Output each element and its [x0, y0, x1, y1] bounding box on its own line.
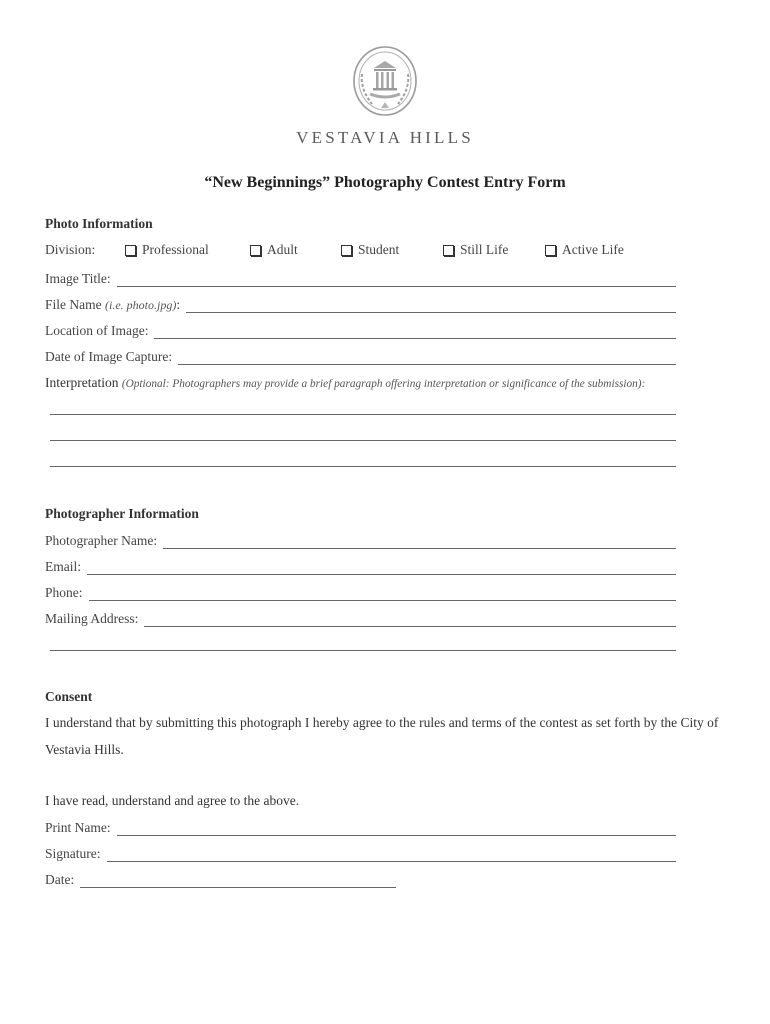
signature-input[interactable] [107, 849, 677, 862]
division-option-label: Student [358, 242, 400, 257]
date-capture-input[interactable] [178, 352, 676, 365]
agree-statement: I have read, understand and agree to the above. [45, 793, 300, 808]
file-name-hint: (i.e. photo.jpg) [105, 298, 177, 312]
date-input[interactable] [80, 875, 396, 888]
date-label: Date: [45, 872, 75, 887]
location-input[interactable] [154, 326, 676, 339]
interpretation-label-group [45, 375, 645, 391]
image-title-label: Image Title: [45, 271, 111, 286]
date-field [45, 870, 676, 888]
division-checkbox-active-life[interactable] [545, 242, 624, 258]
signature-field [45, 844, 676, 862]
interpretation-hint: (Optional: Photographers may provide a brief paragraph offering interpretation or significance of the submission): [121, 378, 646, 390]
mailing-address-line-2[interactable] [50, 650, 676, 651]
interpretation-label: Interpretation [45, 375, 119, 390]
checkbox-icon[interactable] [250, 245, 261, 256]
division-row [45, 242, 685, 260]
file-name-field [45, 295, 676, 313]
interpretation-line[interactable] [50, 414, 676, 415]
division-option-label: Active Life [562, 242, 624, 257]
file-name-label-group [45, 297, 180, 313]
checkbox-icon[interactable] [125, 245, 136, 256]
image-title-field [45, 269, 676, 287]
consent-statement: I understand that by submitting this photograph I hereby agree to the rules and terms of the contest as set forth by the City of Vestavia Hills. [45, 715, 719, 757]
location-label: Location of Image: [45, 323, 149, 338]
print-name-field [45, 818, 676, 836]
mailing-address-label: Mailing Address: [45, 611, 139, 626]
division-checkbox-still-life[interactable] [443, 242, 508, 258]
email-field [45, 557, 676, 575]
print-name-label: Print Name: [45, 820, 111, 835]
date-capture-field [45, 347, 676, 365]
photographer-name-label: Photographer Name: [45, 533, 158, 548]
file-name-input[interactable] [186, 300, 676, 313]
mailing-address-input[interactable] [144, 614, 676, 627]
division-option-label: Still Life [460, 242, 509, 257]
location-field [45, 321, 676, 339]
division-label: Division: [45, 242, 96, 257]
division-option-label: Professional [142, 242, 209, 257]
division-checkbox-professional[interactable] [125, 242, 209, 258]
interpretation-line[interactable] [50, 440, 676, 441]
phone-label: Phone: [45, 585, 83, 600]
date-capture-label: Date of Image Capture: [45, 349, 173, 364]
division-checkbox-adult[interactable] [250, 242, 298, 258]
division-checkbox-student[interactable] [341, 242, 399, 258]
page-title: “New Beginnings” Photography Contest Entry Form [204, 174, 566, 191]
phone-field [45, 583, 676, 601]
email-input[interactable] [87, 562, 676, 575]
interpretation-line[interactable] [50, 466, 676, 467]
checkbox-icon[interactable] [443, 245, 454, 256]
file-name-colon: : [176, 297, 181, 312]
brand-wordmark: VESTAVIA HILLS [296, 128, 474, 147]
signature-label: Signature: [45, 846, 101, 861]
image-title-input[interactable] [117, 274, 676, 287]
city-seal-logo [350, 44, 420, 118]
photographer-name-field [45, 531, 676, 549]
mailing-address-field [45, 609, 676, 627]
division-option-label: Adult [267, 242, 298, 257]
section-heading-photographer-information: Photographer Information [45, 506, 199, 521]
section-heading-consent: Consent [45, 689, 93, 704]
phone-input[interactable] [89, 588, 676, 601]
checkbox-icon[interactable] [545, 245, 556, 256]
section-heading-photo-information: Photo Information [45, 216, 153, 231]
photographer-name-input[interactable] [163, 536, 676, 549]
email-label: Email: [45, 559, 81, 574]
checkbox-icon[interactable] [341, 245, 352, 256]
file-name-label: File Name [45, 297, 102, 312]
print-name-input[interactable] [117, 823, 676, 836]
